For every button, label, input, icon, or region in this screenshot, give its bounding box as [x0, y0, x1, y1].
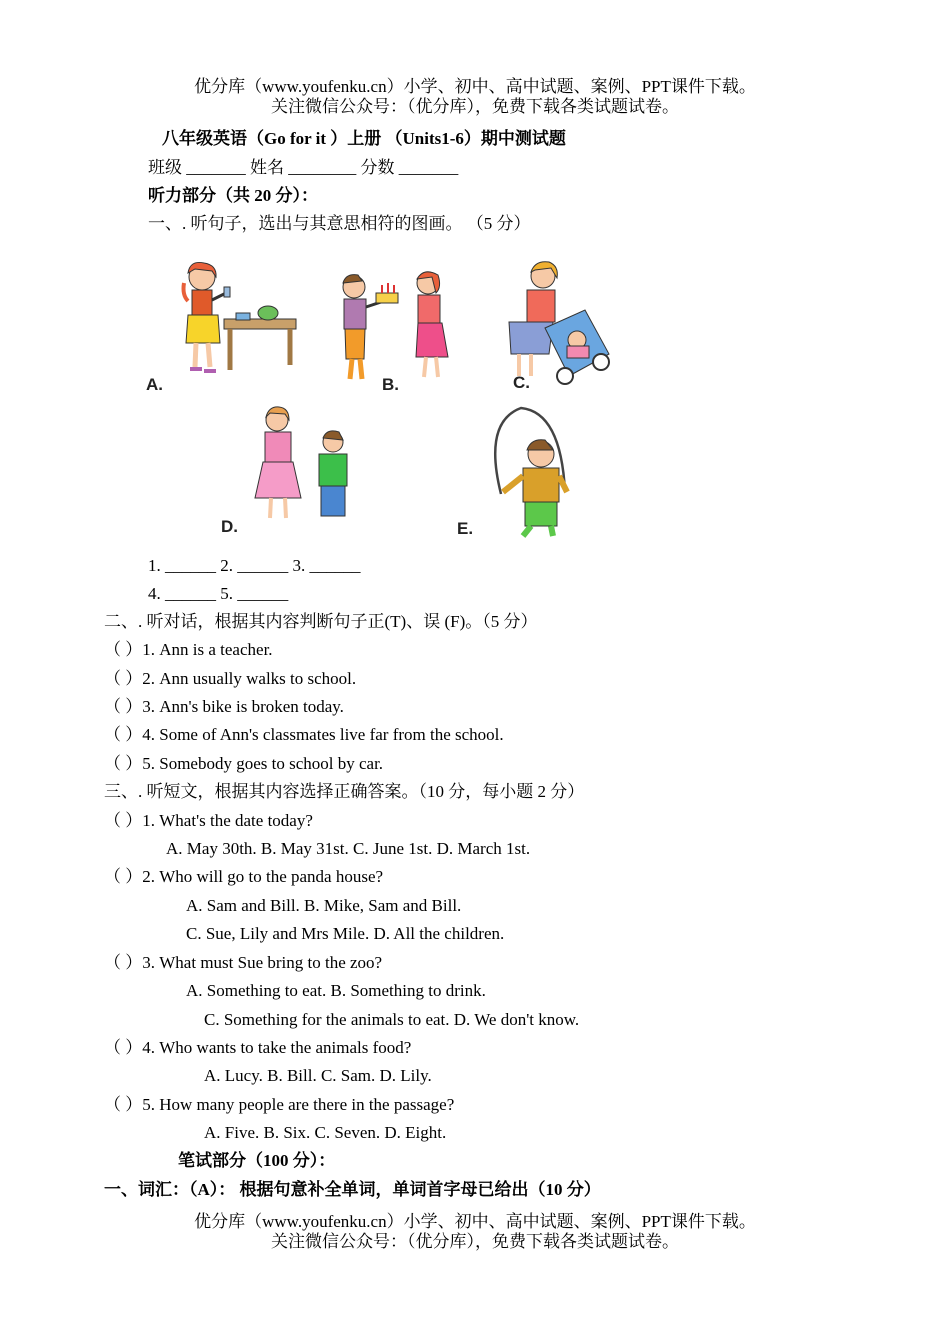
part2-item-1: （ ）1. Ann is a teacher.: [104, 640, 273, 659]
part3-question-2: （ ）2. Who will go to the panda house?: [104, 867, 384, 886]
part3-q5-options: A. Five. B. Six. C. Seven. D. Eight.: [204, 1123, 447, 1142]
footer-line-1: 优分库（www.youfenku.cn）小学、初中、高中试题、案例、PPT课件下载。: [194, 1212, 756, 1231]
part3-title: 三、. 听短文，根据其内容选择正确答案。（10 分，每小题 2 分）: [104, 782, 585, 801]
part1-title: 一、. 听句子，选出与其意思相符的图画。 （5 分）: [148, 214, 531, 233]
part3-q3-options-2: C. Something for the animals to eat. D. We don't know.: [204, 1010, 580, 1029]
part3-q2-options-1: A. Sam and Bill. B. Mike, Sam and Bill.: [186, 896, 462, 915]
part3-q1-options: A. May 30th. B. May 31st. C. June 1st. D. March 1st.: [166, 839, 531, 858]
part3-q3-options-1: A. Something to eat. B. Something to drink.: [186, 981, 486, 1000]
picture-c: [505, 258, 615, 393]
picture-b-label: B.: [382, 375, 399, 392]
picture-d-label: D.: [221, 517, 238, 536]
part2-item-3: （ ）3. Ann's bike is broken today.: [104, 697, 344, 716]
page-title: 八年级英语（Go for it ）上册 （Units1-6）期中测试题: [162, 129, 566, 148]
header-line-1: 优分库（www.youfenku.cn）小学、初中、高中试题、案例、PPT课件下载。: [194, 77, 756, 96]
listening-heading: 听力部分（共 20 分）：: [148, 186, 318, 205]
written-heading: 笔试部分（100 分）：: [178, 1151, 336, 1170]
picture-a: [140, 255, 310, 395]
part3-question-5: （ ）5. How many people are there in the passage?: [104, 1095, 455, 1114]
part3-q2-options-2: C. Sue, Lily and Mrs Mile. D. All the children.: [186, 924, 505, 943]
picture-e-label: E.: [457, 519, 474, 538]
part3-question-4: （ ）4. Who wants to take the animals food?: [104, 1038, 412, 1057]
part3-q4-options: A. Lucy. B. Bill. C. Sam. D. Lily.: [204, 1066, 432, 1085]
part1-answers-line-2: 4. ______ 5. ______: [148, 584, 289, 603]
picture-a-label: A.: [146, 375, 163, 394]
part1-answers-line-1: 1. ______ 2. ______ 3. ______: [148, 556, 361, 575]
picture-d: [215, 402, 365, 537]
part3-question-3: （ ）3. What must Sue bring to the zoo?: [104, 953, 383, 972]
vocab-section-title: 一、词汇：（A）： 根据句意补全单词，单词首字母已给出（10 分）: [104, 1180, 601, 1199]
student-info-line: 班级 _______ 姓名 ________ 分数 _______: [148, 158, 459, 177]
part2-title: 二、. 听对话，根据其内容判断句子正(T)、误 (F)。（5 分）: [104, 612, 538, 631]
picture-b-scene: [332, 265, 472, 390]
part2-item-5: （ ）5. Somebody goes to school by car.: [104, 754, 384, 773]
header-line-2: 关注微信公众号：（优分库），免费下载各类试题试卷。: [271, 97, 679, 116]
part2-item-2: （ ）2. Ann usually walks to school.: [104, 669, 357, 688]
picture-c-label: C.: [513, 373, 530, 392]
part3-question-1: （ ）1. What's the date today?: [104, 811, 313, 830]
picture-e: [453, 402, 593, 542]
part2-item-4: （ ）4. Some of Ann's classmates live far from the school.: [104, 725, 504, 744]
footer-line-2: 关注微信公众号：（优分库），免费下载各类试题试卷。: [271, 1232, 679, 1251]
